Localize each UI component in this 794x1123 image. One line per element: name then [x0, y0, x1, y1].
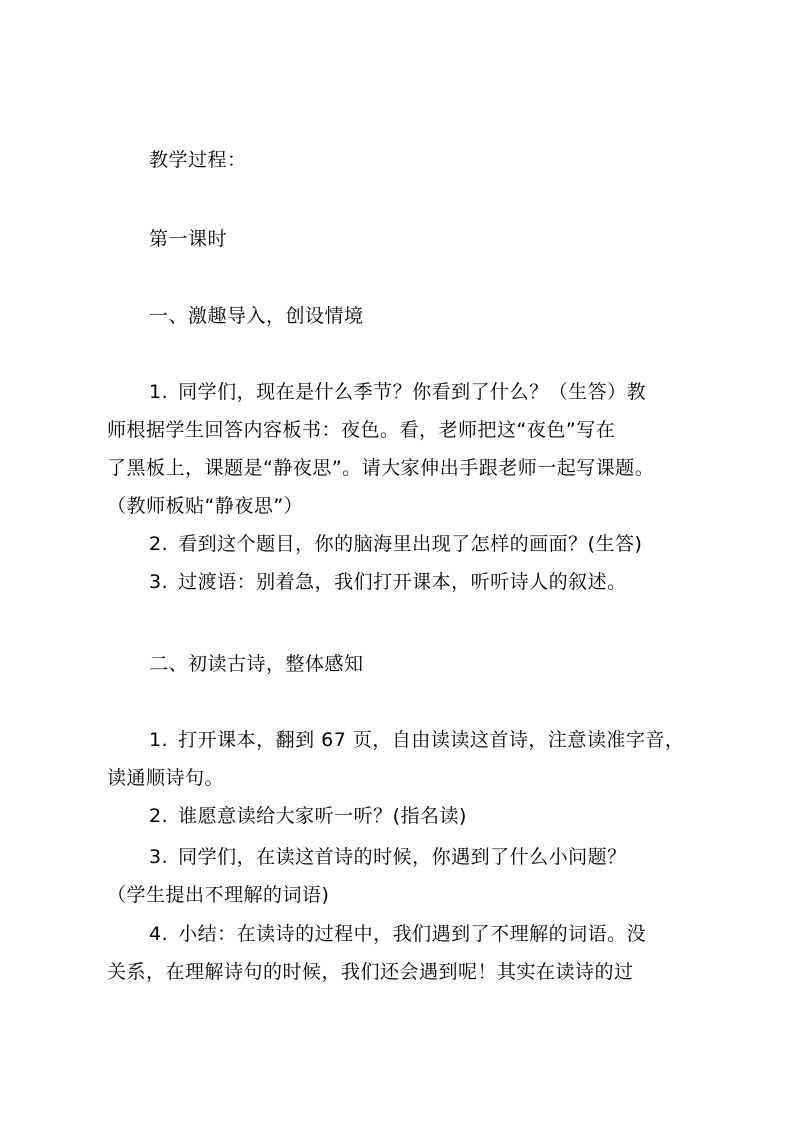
section2-item4-line1	[149, 922, 646, 946]
section2-item1-line1	[149, 728, 684, 752]
item-number: 3.	[149, 571, 169, 593]
section1-item1-line2: 师根据学生回答内容板书：夜色。看，老师把这“夜色”写在	[107, 419, 616, 441]
item-number: 4.	[149, 923, 169, 945]
section-heading-2: 二、初读古诗，整体感知	[149, 653, 364, 675]
item-text: 小结：在读诗的过程中，我们遇到了不理解的词语。没	[178, 923, 647, 945]
section-heading-1: 一、激趣导入，创设情境	[149, 305, 364, 327]
section1-item1-line1	[149, 380, 646, 404]
section2-item2	[149, 804, 467, 828]
item-text: 过渡语：别着急，我们打开课本，听听诗人的叙述。	[178, 571, 627, 593]
section2-item3-line1	[149, 845, 627, 869]
section2-item4-line2: 关系，在理解诗句的时候，我们还会遇到呢！其实在读诗的过	[107, 961, 634, 983]
heading-teaching-process: 教学过程：	[149, 149, 247, 171]
item-number: 1.	[149, 381, 169, 403]
item-text: 同学们，在读这首诗的时候，你遇到了什么小问题？	[178, 846, 627, 868]
section2-item3-line2: （学生提出不理解的词语)	[107, 884, 330, 906]
item-number: 2.	[149, 805, 169, 827]
item-number: 2.	[149, 533, 169, 555]
section1-item1-line4: （教师板贴“静夜思”）	[107, 495, 304, 517]
item-number: 3.	[149, 846, 169, 868]
item-text: 谁愿意读给大家听一听？(指名读)	[178, 805, 467, 827]
heading-first-lesson: 第一课时	[149, 228, 228, 250]
item-text: 打开课本，翻到 67 页，自由读读这首诗，注意读准字音，	[178, 729, 685, 751]
item-text: 同学们，现在是什么季节？你看到了什么？（生答）教	[178, 381, 647, 403]
section2-item1-line2: 读通顺诗句。	[107, 767, 225, 789]
section1-item2	[149, 532, 642, 556]
item-number: 1.	[149, 729, 169, 751]
section1-item3	[149, 570, 627, 594]
section1-item1-line3: 了黑板上，课题是“静夜思”。请大家伸出手跟老师一起写课题。	[107, 457, 655, 479]
item-text: 看到这个题目，你的脑海里出现了怎样的画面？(生答)	[178, 533, 643, 555]
